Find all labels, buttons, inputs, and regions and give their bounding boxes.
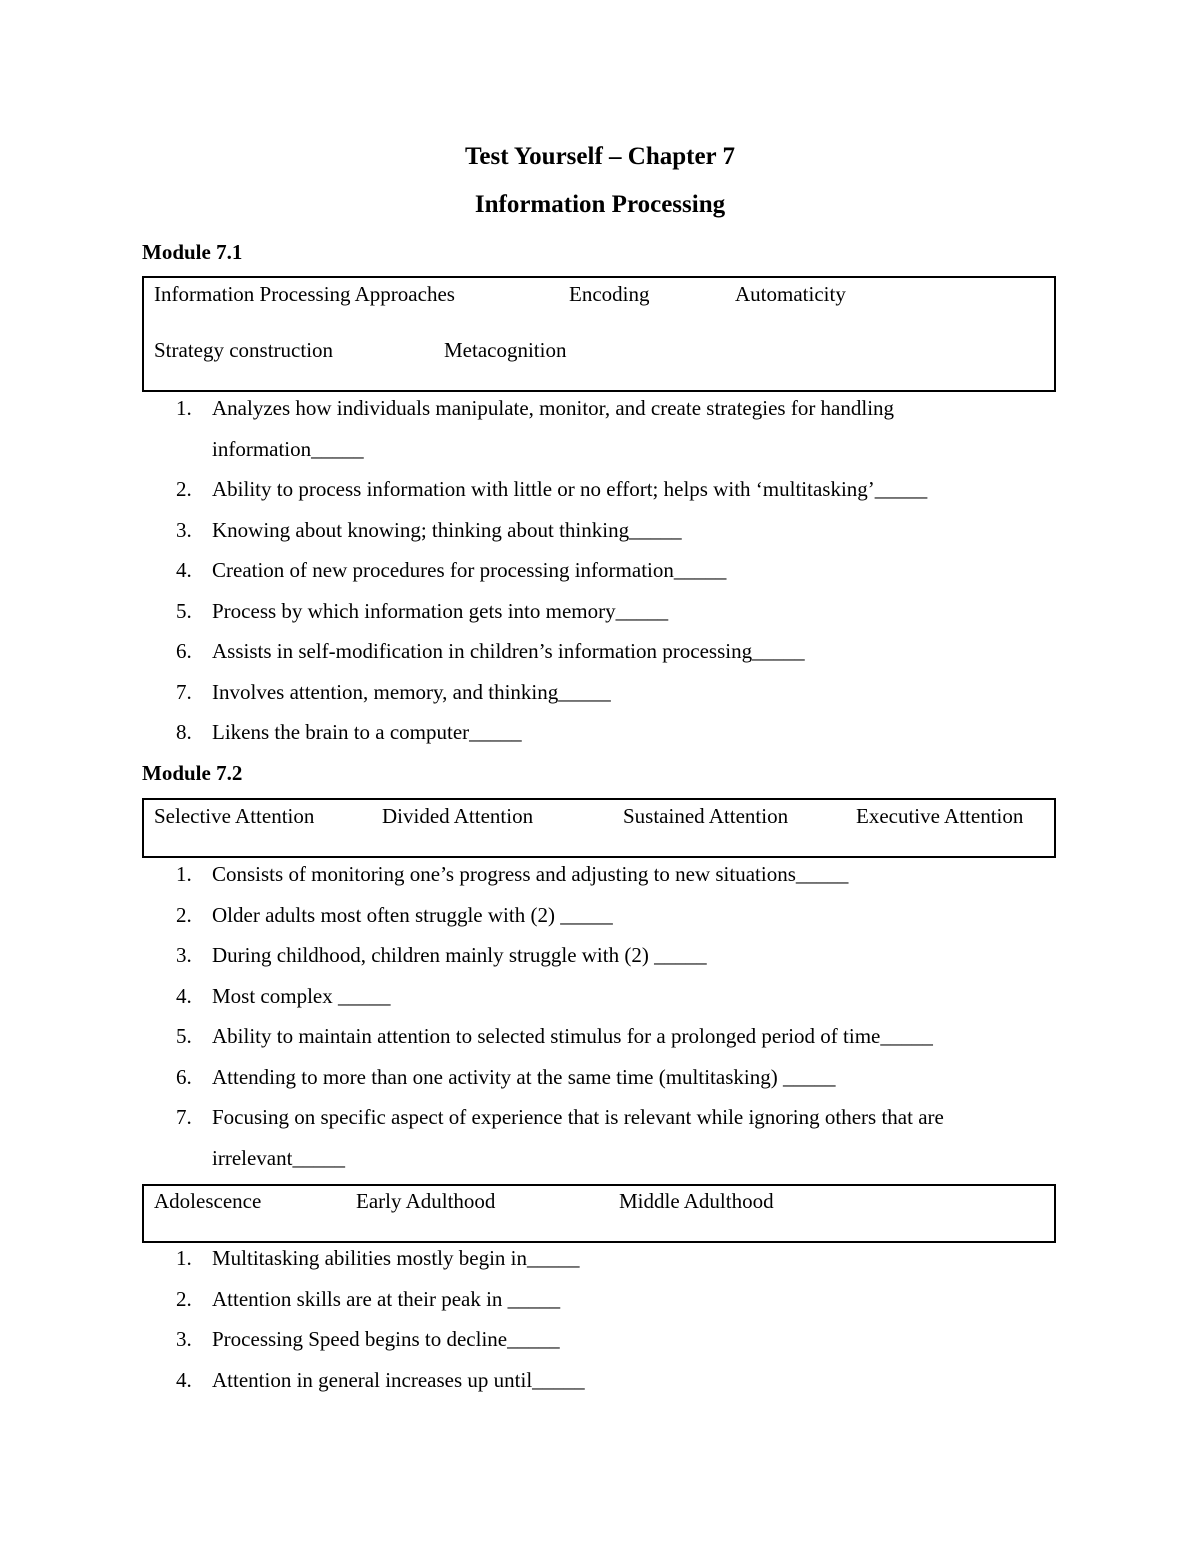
question-text: Multitasking abilities mostly begin in_____: [212, 1246, 580, 1270]
question-list-7-1: [142, 388, 1062, 753]
question-number: 2.: [176, 902, 192, 927]
question-number: 5.: [176, 598, 192, 623]
question-number: 7.: [176, 679, 192, 704]
question-item: [142, 712, 1062, 753]
question-item: [142, 591, 1062, 632]
question-text: Attending to more than one activity at the same time (multitasking) _____: [212, 1064, 836, 1089]
word-bank-ages: [142, 1184, 1056, 1243]
question-number: 3.: [176, 1327, 192, 1351]
question-item: [142, 895, 1062, 936]
word-bank-term: Metacognition: [444, 338, 567, 362]
question-number: 4.: [176, 983, 192, 1008]
question-list-7-2: [142, 854, 1062, 1178]
question-text: Ability to process information with little or no effort; helps with ‘multitasking’_____: [212, 477, 928, 501]
question-text: Involves attention, memory, and thinking_____: [212, 679, 611, 704]
question-item: [142, 1360, 1062, 1401]
question-number: 4.: [176, 558, 192, 582]
word-bank-term: Adolescence: [154, 1189, 262, 1213]
question-item: [142, 1097, 1062, 1178]
question-number: 4.: [176, 1367, 192, 1392]
question-text: Attention in general increases up until_____: [212, 1367, 585, 1392]
question-number: 2.: [176, 1286, 192, 1311]
question-number: 1.: [176, 396, 192, 420]
question-number: 3.: [176, 943, 192, 967]
question-number: 2.: [176, 477, 192, 501]
module-7-1-heading: Module 7.1: [142, 240, 243, 264]
question-text: Analyzes how individuals manipulate, monitor, and create strategies for handling: [212, 396, 895, 420]
question-text: Most complex _____: [212, 983, 391, 1008]
question-text: Process by which information gets into memory_____: [212, 598, 669, 623]
word-bank-term: Information Processing Approaches: [154, 282, 455, 306]
question-number: 3.: [176, 517, 192, 542]
question-text: Knowing about knowing; thinking about thinking_____: [212, 517, 682, 542]
question-text: Consists of monitoring one’s progress and adjusting to new situations_____: [212, 862, 849, 886]
question-text: Ability to maintain attention to selected stimulus for a prolonged period of time_____: [212, 1024, 933, 1048]
question-item: [142, 1238, 1062, 1279]
question-number: 6.: [176, 639, 192, 663]
question-item: [142, 388, 1062, 469]
word-bank-7-1: [142, 276, 1056, 392]
question-number: 5.: [176, 1024, 192, 1048]
question-text-continued: irrelevant_____: [212, 1145, 345, 1170]
word-bank-term: Strategy construction: [154, 338, 334, 362]
question-item: [142, 854, 1062, 895]
word-bank-term: Middle Adulthood: [619, 1189, 774, 1213]
question-item: [142, 1057, 1062, 1098]
question-item: [142, 469, 1062, 510]
question-item: [142, 935, 1062, 976]
question-text-continued: information_____: [212, 436, 364, 461]
question-number: 7.: [176, 1105, 192, 1129]
question-number: 1.: [176, 1246, 192, 1270]
question-text: Creation of new procedures for processing information_____: [212, 558, 727, 582]
word-bank-term: Sustained Attention: [623, 804, 789, 828]
question-text: Assists in self-modification in children’s information processing_____: [212, 639, 805, 663]
question-number: 8.: [176, 720, 192, 744]
question-text: Older adults most often struggle with (2) _____: [212, 902, 613, 927]
word-bank-term: Divided Attention: [382, 804, 534, 828]
question-item: [142, 1279, 1062, 1320]
question-text: Focusing on specific aspect of experience that is relevant while ignoring others that are: [212, 1105, 944, 1129]
word-bank-term: Encoding: [569, 282, 650, 306]
question-number: 6.: [176, 1064, 192, 1089]
word-bank-term: Executive Attention: [856, 804, 1024, 828]
question-item: [142, 976, 1062, 1017]
word-bank-term: Early Adulthood: [356, 1189, 496, 1213]
question-item: [142, 510, 1062, 551]
question-item: [142, 550, 1062, 591]
question-text: Attention skills are at their peak in _____: [212, 1286, 561, 1311]
page-title: Test Yourself – Chapter 7: [465, 143, 735, 170]
word-bank-term: Selective Attention: [154, 804, 315, 828]
question-text: Processing Speed begins to decline_____: [212, 1327, 560, 1351]
question-number: 1.: [176, 862, 192, 886]
question-item: [142, 672, 1062, 713]
question-item: [142, 1319, 1062, 1360]
word-bank-term: Automaticity: [735, 282, 846, 306]
question-text: During childhood, children mainly struggle with (2) _____: [212, 943, 707, 967]
question-item: [142, 1016, 1062, 1057]
module-7-2-heading: Module 7.2: [142, 761, 243, 785]
question-item: [142, 631, 1062, 672]
question-list-ages: [142, 1238, 1062, 1400]
word-bank-7-2: [142, 798, 1056, 858]
question-text: Likens the brain to a computer_____: [212, 720, 522, 744]
page-subtitle: Information Processing: [474, 191, 726, 218]
